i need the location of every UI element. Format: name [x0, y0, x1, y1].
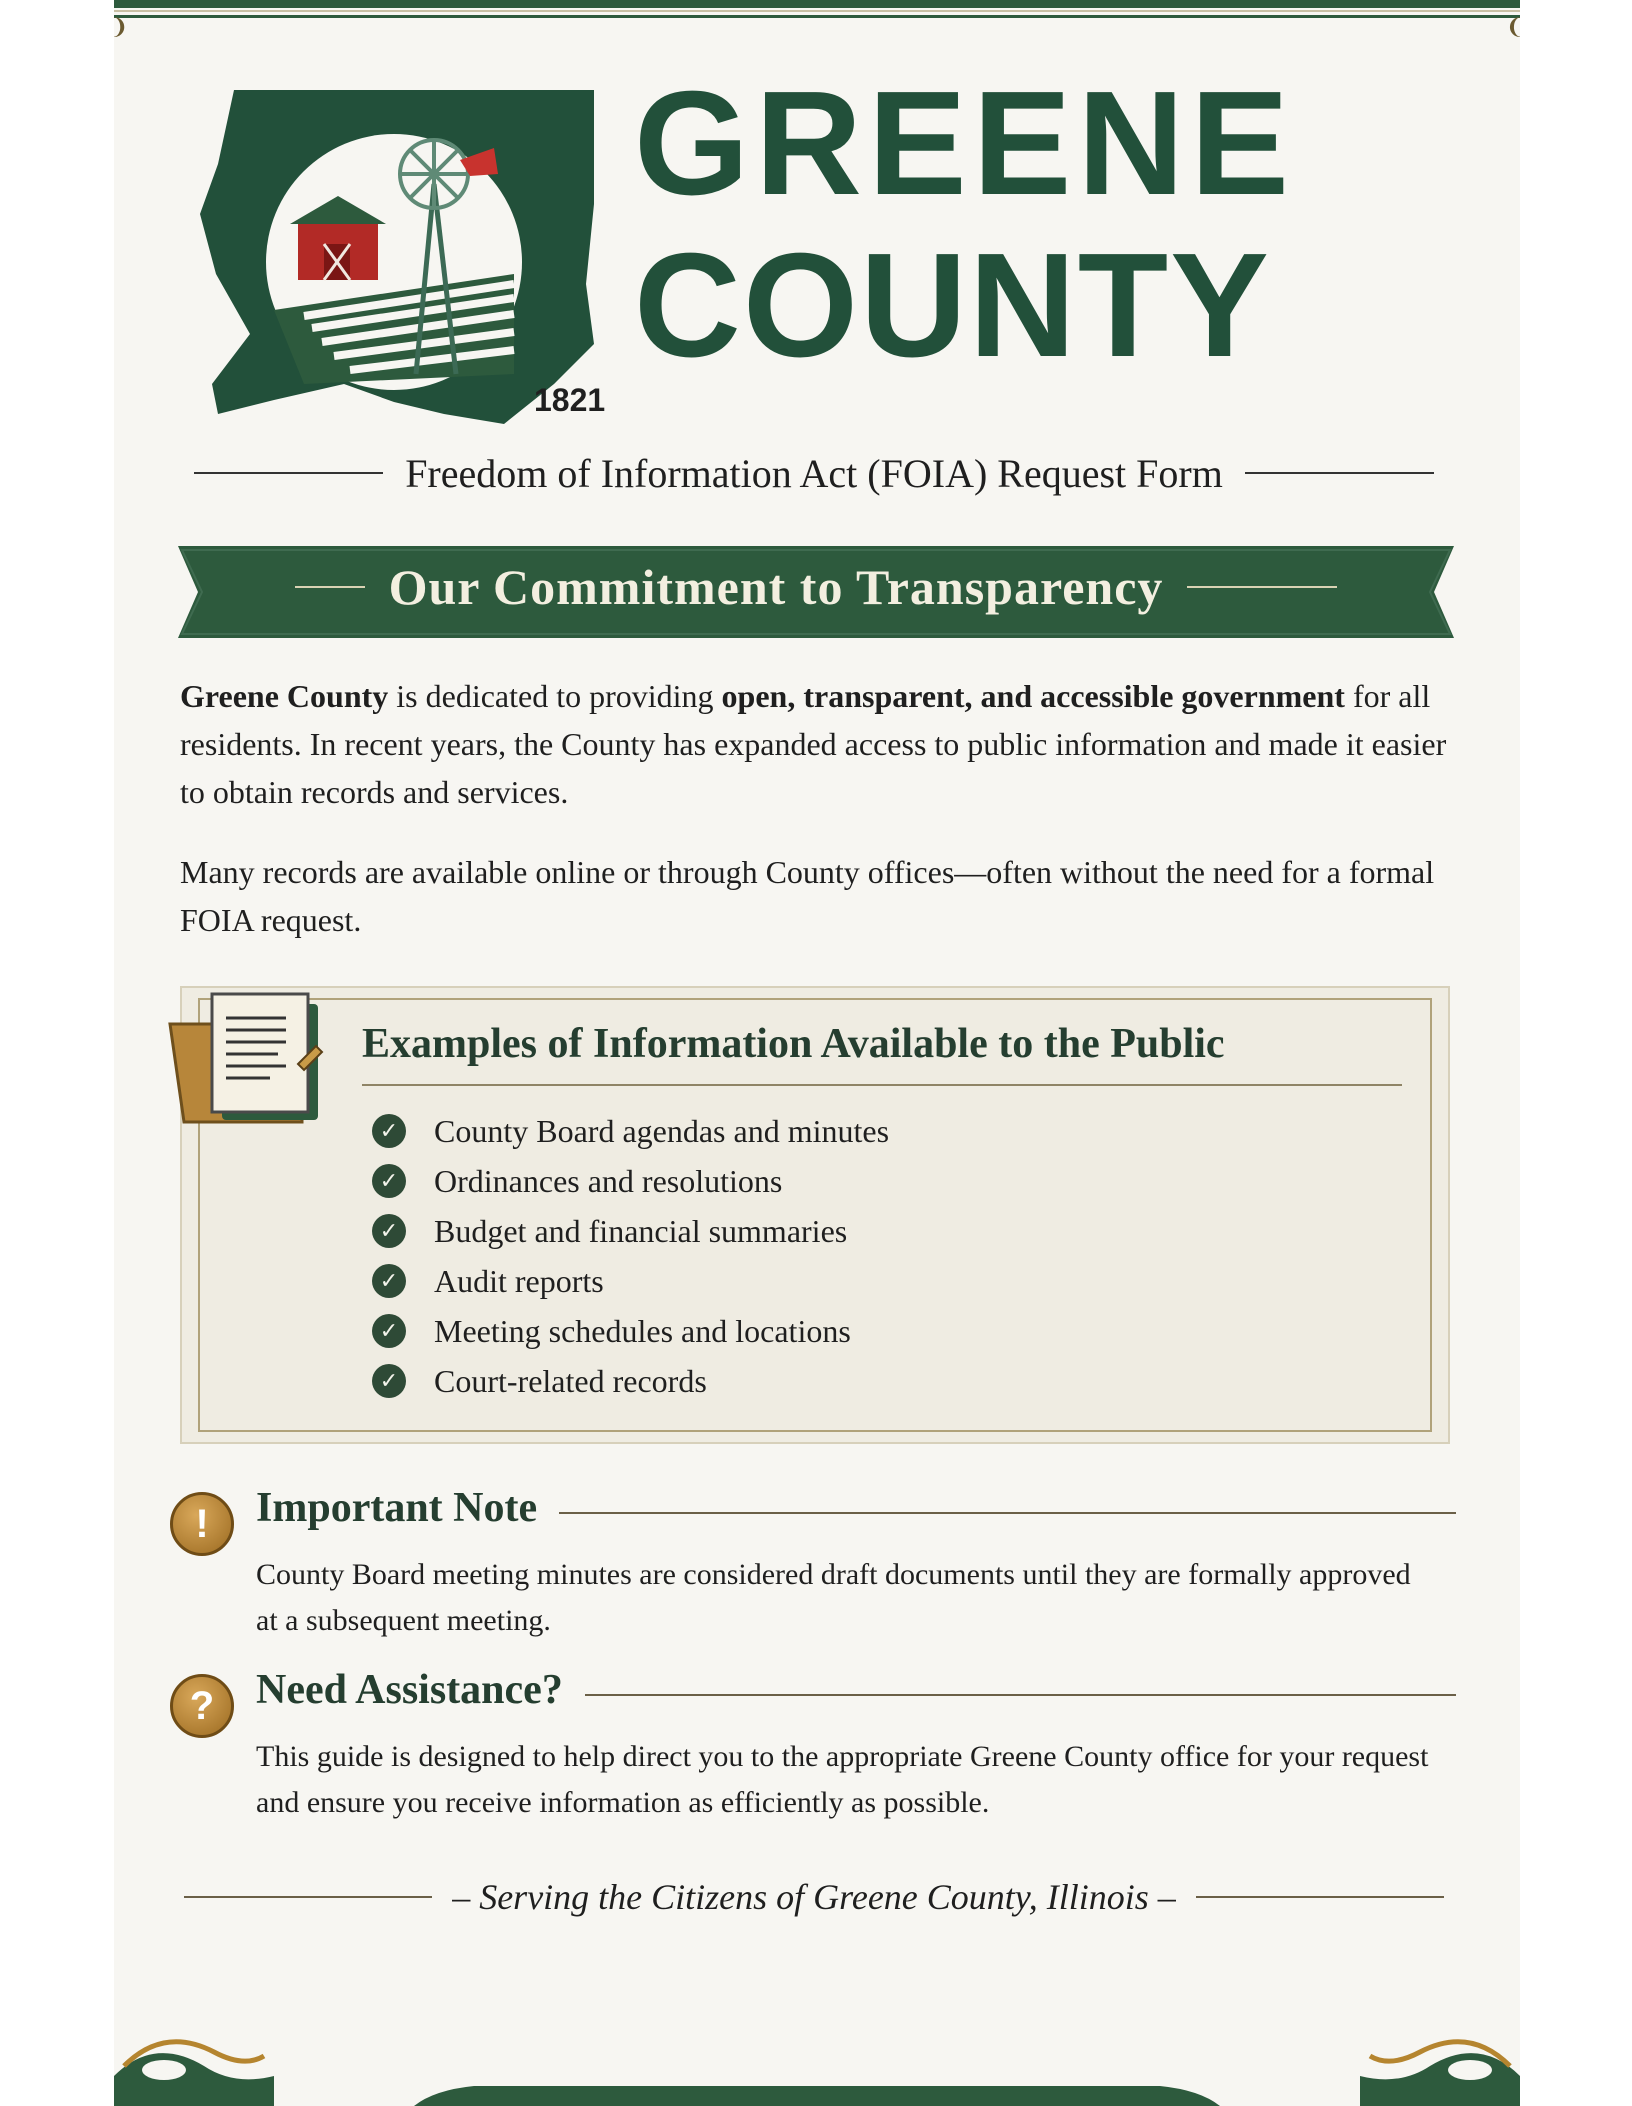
list-item	[372, 1356, 889, 1406]
assistance-body: This guide is designed to help direct you to the appropriate Greene County office for your request and ensure you receive information as efficiently as possible.	[256, 1740, 1429, 1819]
list-item-text: Ordinances and resolutions	[434, 1162, 783, 1199]
check-icon: ✓	[372, 1264, 406, 1298]
list-item	[372, 1156, 889, 1206]
intro-paragraph-2: Many records are available online or through County offices—often without the need for a formal FOIA request.	[180, 854, 1435, 938]
divider	[585, 1694, 1456, 1696]
banner-dash-right	[1187, 586, 1337, 588]
examples-list	[372, 1106, 889, 1406]
document-folder-icon	[162, 994, 332, 1124]
brand-name	[634, 61, 1296, 388]
top-border	[114, 0, 1520, 18]
divider	[194, 472, 383, 474]
list-item-text: County Board agendas and minutes	[434, 1112, 890, 1149]
list-item	[372, 1306, 889, 1356]
corner-ornament-right: ❨	[1505, 14, 1524, 39]
check-icon: ✓	[372, 1164, 406, 1198]
list-item	[372, 1206, 889, 1256]
list-item-text: Meeting schedules and locations	[434, 1312, 851, 1349]
check-icon: ✓	[372, 1214, 406, 1248]
corner-ornament-left: ❩	[110, 14, 129, 39]
important-note-body: County Board meeting minutes are considered draft documents until they are formally approved at a subsequent meeting.	[256, 1558, 1411, 1637]
intro-text: for all residents. In recent years, the County has expanded access to public information and made it easier to obtain records and services.	[180, 678, 1447, 810]
important-note-heading: Important Note	[256, 1485, 538, 1531]
intro-text: is dedicated to providing	[388, 678, 722, 714]
section-banner	[178, 546, 1454, 638]
examples-box	[180, 986, 1450, 1444]
brand-line-1: GREENE	[634, 61, 1296, 226]
intro-bold-county: Greene County	[180, 678, 389, 714]
form-title: Freedom of Information Act (FOIA) Request Form	[405, 450, 1223, 496]
footer-tagline-row	[184, 1872, 1444, 1922]
county-logo	[194, 84, 674, 424]
list-item-text: Audit reports	[434, 1262, 604, 1299]
footer-tagline: – Serving the Citizens of Greene County, Illinois –	[452, 1877, 1176, 1917]
assistance-heading: Need Assistance?	[256, 1667, 563, 1713]
list-item	[372, 1106, 889, 1156]
divider	[1245, 472, 1434, 474]
check-icon: ✓	[372, 1314, 406, 1348]
bottom-ornament	[114, 1996, 1520, 2106]
brand-line-2: COUNTY	[634, 223, 1271, 388]
list-item-text: Budget and financial summaries	[434, 1212, 848, 1249]
banner-title: Our Commitment to Transparency	[388, 559, 1164, 615]
examples-divider	[362, 1084, 1402, 1086]
list-item-text: Court-related records	[434, 1362, 707, 1399]
exclamation-icon: !	[170, 1492, 234, 1556]
logo-year: 1821	[534, 382, 606, 418]
banner-dash-left	[295, 586, 365, 588]
divider	[559, 1512, 1456, 1514]
divider	[184, 1896, 432, 1898]
question-icon: ?	[170, 1674, 234, 1738]
document-page	[110, 0, 1524, 2106]
intro-bold-government: open, transparent, and accessible government	[721, 678, 1345, 714]
list-item	[372, 1256, 889, 1306]
examples-title: Examples of Information Available to the Public	[362, 1021, 1225, 1067]
form-title-row	[194, 448, 1434, 498]
check-icon: ✓	[372, 1114, 406, 1148]
divider	[1196, 1896, 1444, 1898]
intro-paragraph-1	[180, 672, 1460, 816]
county-map-icon	[194, 84, 674, 424]
check-icon: ✓	[372, 1364, 406, 1398]
